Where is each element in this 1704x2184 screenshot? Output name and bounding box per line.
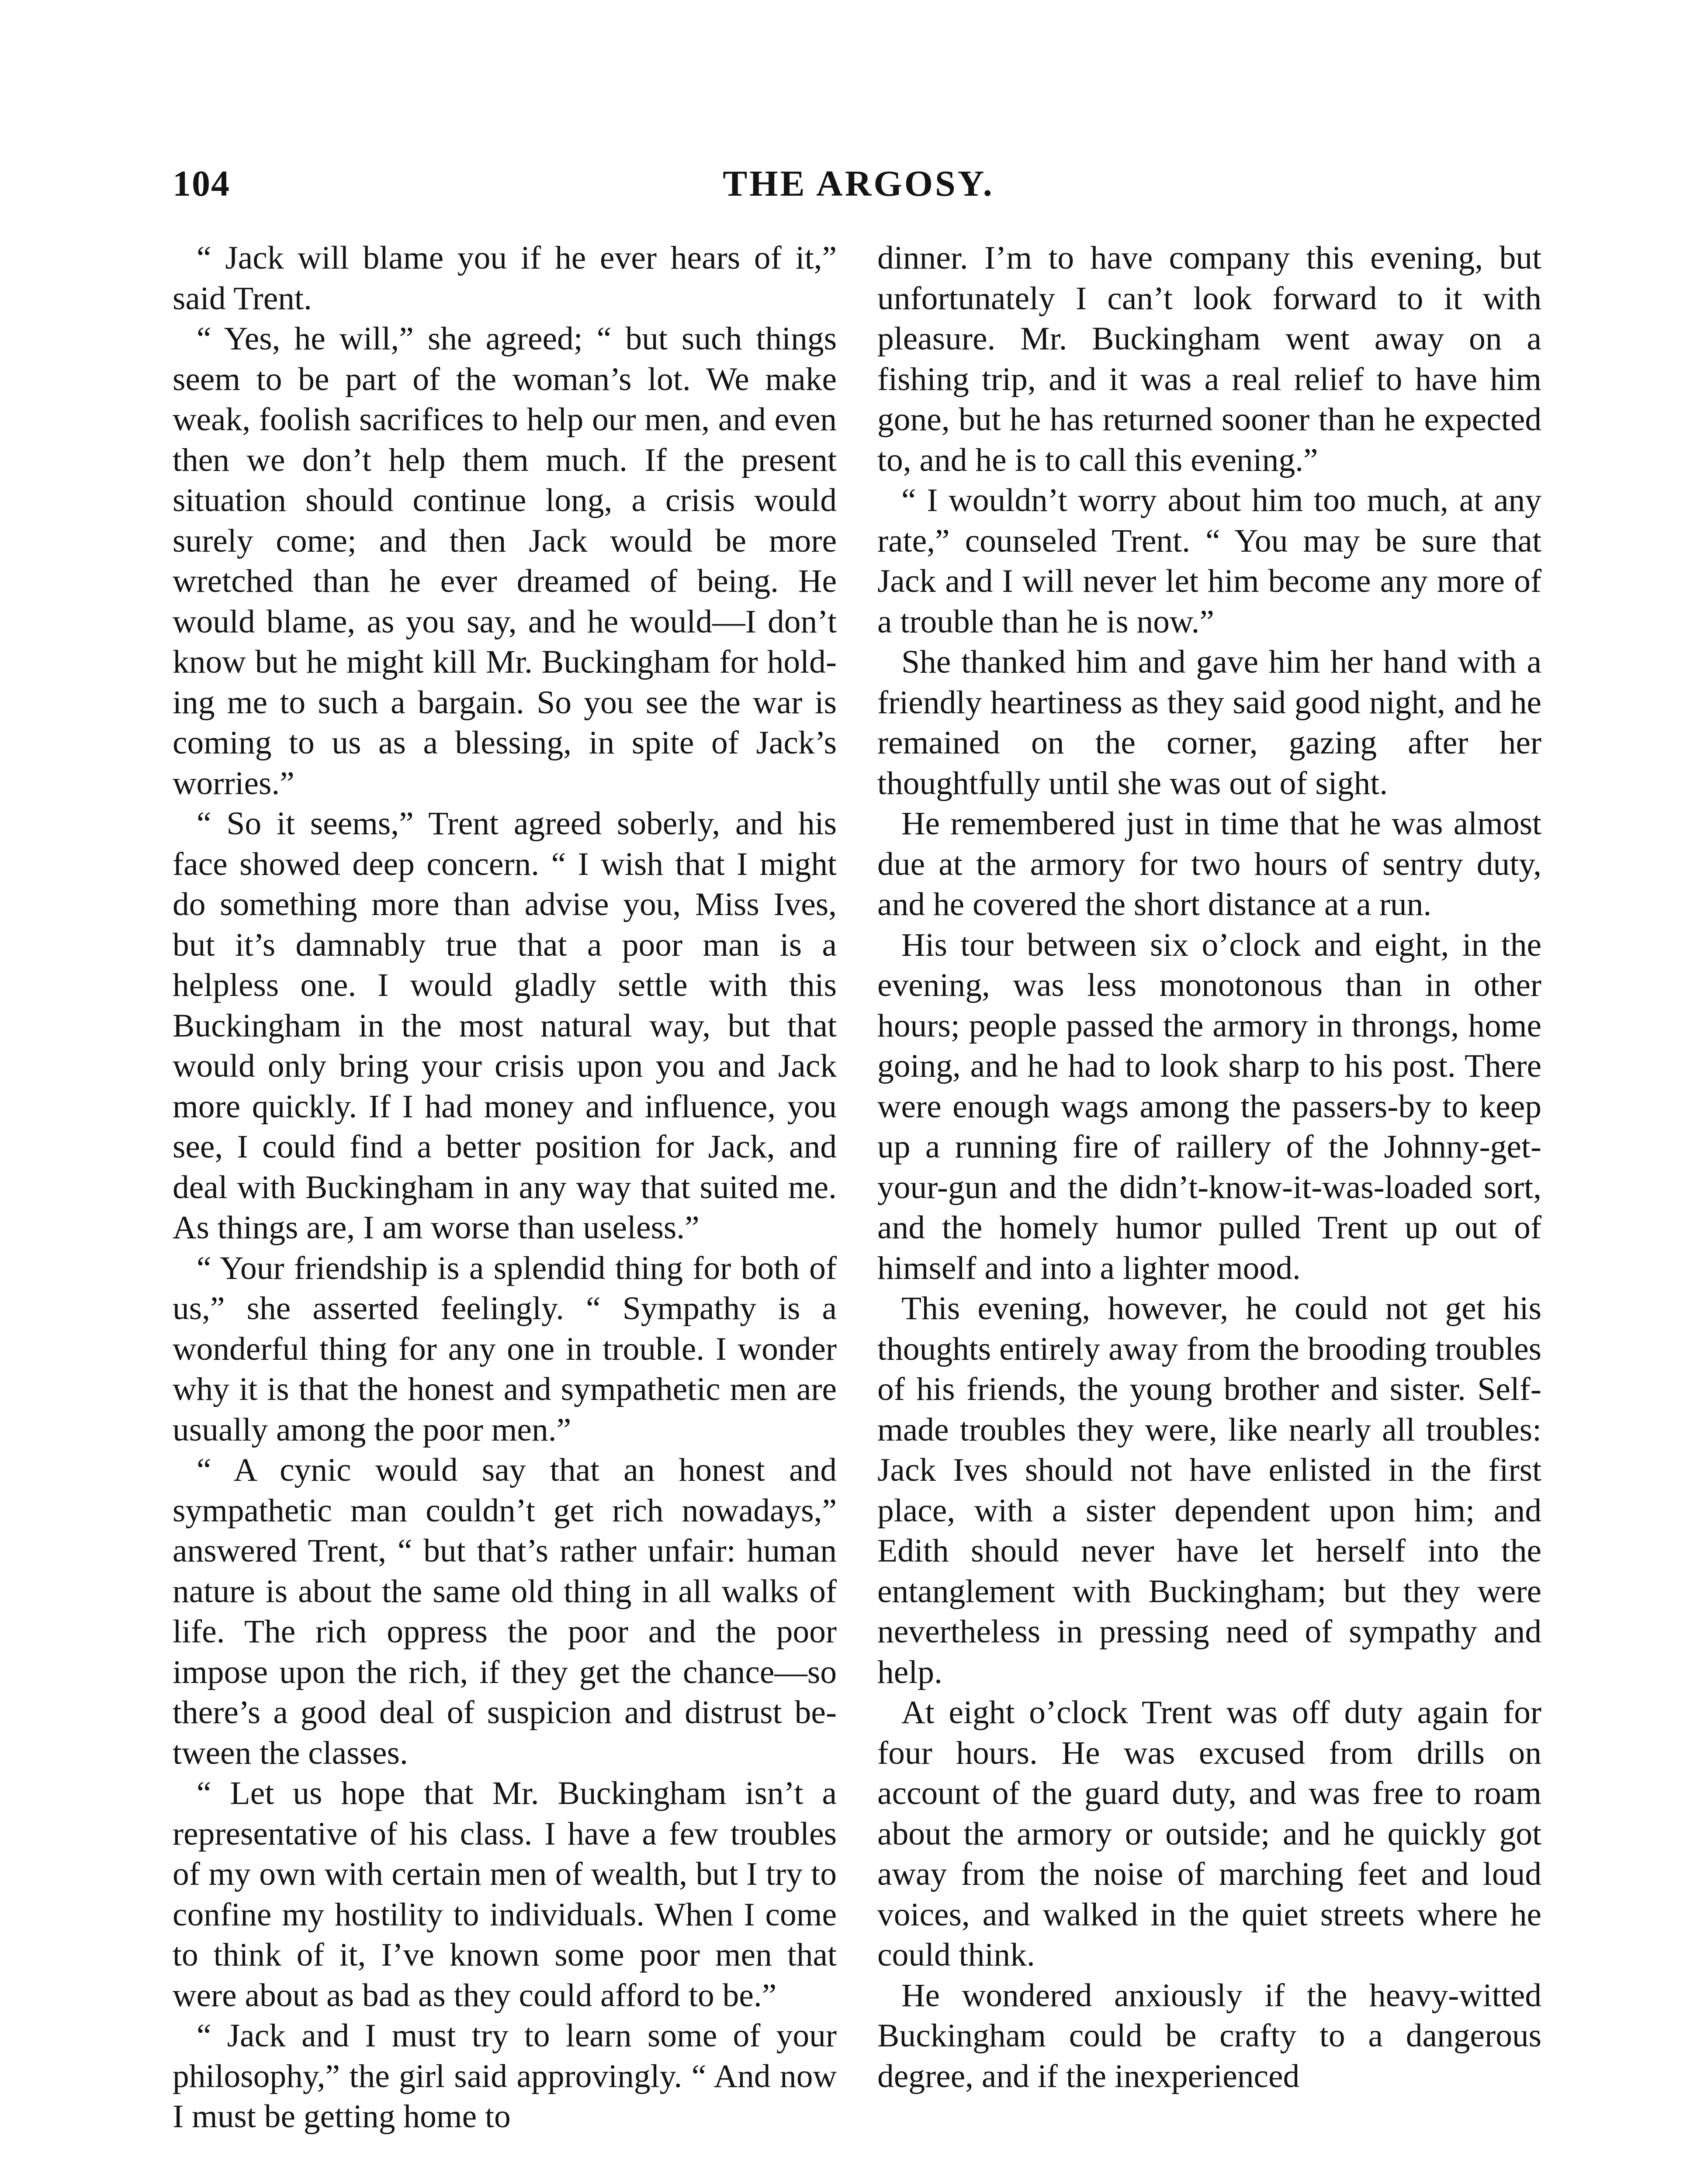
running-head: THE ARGOSY. — [723, 163, 994, 204]
paragraph: His tour between six o’clock and eight, in the evening, was less monotonous than in other hours; people passed the armory in throngs, home going, and he had to look sharp to his post. There were enough wags among the passers-by to keep up a running fire of raillery of the Johnny-get-your-gun and the didn’t-know-it-was-loaded sort, and the homely humor pulled Trent up out of himself and into a lighter mood. — [877, 926, 1541, 1286]
paragraph: “ I wouldn’t worry about him too much, at any rate,” counseled Trent. “ You may be sure that Jack and I will never let him become any more of a trouble than he is now.” — [877, 482, 1541, 640]
left-column — [173, 238, 837, 2137]
paragraph: “ Jack will blame you if he ever hears of it,” said Trent. — [173, 240, 837, 317]
paragraph: He remembered just in time that he was almost due at the armory for two hours of sentry duty, and he covered the short distance at a run. — [877, 805, 1541, 923]
paragraph-continued: dinner. I’m to have company this evening, but unfortunately I can’t look forward to it with pleasure. Mr. Buckingham went away on a fishing trip, and it was a real relief to have him gone, but he has returned sooner than he expected to, and he is to call this evening.” — [877, 240, 1541, 478]
paragraph: “ A cynic would say that an honest and sympathetic man couldn’t get rich nowadays,” answered Trent, “ but that’s rather unfair: human nature is about the same old thing in all walks of life. The rich oppress the poor and the poor impose upon the rich, if they get the chance—so there’s a good deal of suspicion and distrust between the classes. — [173, 1452, 837, 1771]
paragraph: “ Jack and I must try to learn some of your philosophy,” the girl said approvingly. “ And now I must be getting home to — [173, 2018, 837, 2135]
paragraph: “ Let us hope that Mr. Buckingham isn’t a representative of his class. I have a few troubles of my own with certain men of wealth, but I try to confine my hostility to individuals. When I come to think of it, I’ve known some poor men that were about as bad as they could afford to be.” — [173, 1775, 837, 2014]
paragraph: “ So it seems,” Trent agreed soberly, and his face showed deep concern. “ I wish that I might do something more than advise you, Miss Ives, but it’s damnably true that a poor man is a helpless one. I would gladly settle with this Buckingham in the most natural way, but that would only bring your crisis upon you and Jack more quickly. If I had money and influence, you see, I could find a better position for Jack, and deal with Buckingham in any way that suited me. As things are, I am worse than useless.” — [173, 805, 837, 1246]
right-column — [877, 238, 1541, 2097]
paragraph: “ Yes, he will,” she agreed; “ but such things seem to be part of the woman’s lot. We make weak, foolish sacrifices to help our men, and even then we don’t help them much. If the present situation should continue long, a crisis would surely come; and then Jack would be more wretched than he ever dreamed of being. He would blame, as you say, and he would—I don’t know but he might kill Mr. Buckingham for holding me to such a bargain. So you see the war is coming to us as a blessing, in spite of Jack’s worries.” — [173, 321, 837, 802]
paragraph: “ Your friendship is a splendid thing for both of us,” she asserted feelingly. “ Sympathy is a wonderful thing for any one in trouble. I wonder why it is that the honest and sympathetic men are usually among the poor men.” — [173, 1250, 837, 1448]
paragraph: This evening, however, he could not get his thoughts entirely away from the brooding troubles of his friends, the young brother and sister. Self-made troubles they were, like nearly all troubles: Jack Ives should not have enlisted in the first place, with a sister dependent upon him; and Edith should never have let herself into the entanglement with Buckingham; but they were nevertheless in pressing need of sympathy and help. — [877, 1290, 1541, 1690]
paragraph: He wondered anxiously if the heavy-witted Buckingham could be crafty to a dangerous degree, and if the inexperienced — [877, 1977, 1541, 2094]
paragraph: She thanked him and gave him her hand with a friendly heartiness as they said good night, and he remained on the corner, gazing after her thoughtfully until she was out of sight. — [877, 644, 1541, 802]
paragraph: At eight o’clock Trent was off duty again for four hours. He was excused from drills on account of the guard duty, and was free to roam about the armory or outside; and he quickly got away from the noise of marching feet and loud voices, and walked in the quiet streets where he could think. — [877, 1694, 1541, 1973]
page-header — [173, 162, 1545, 215]
page-number: 104 — [173, 163, 230, 204]
